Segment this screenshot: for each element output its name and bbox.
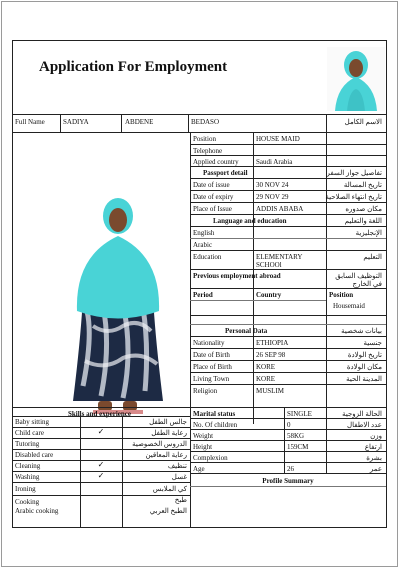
check-child-care: ✓ [97,427,105,436]
language-heading-ar: اللغة والتعليم [344,217,382,225]
full-name-row [13,114,386,133]
skill-cooking: Cooking [15,498,40,506]
personal-data-heading: Personal Data [225,327,268,335]
skill-ironing: Ironing [15,485,36,493]
skill-tutoring: Tutoring [15,440,40,448]
nationality-value: ETHIOPIA [256,339,289,347]
date-of-expiry-value: 29 NOV 29 [256,193,289,201]
date-of-issue-value: 30 NOV 24 [256,181,289,189]
previous-position-value: Housemaid [333,302,365,310]
date-of-expiry-ar: تاريخ انتهاء الصلاحية [325,193,382,201]
skill-washing-ar: غسل [171,473,187,481]
skill-disabled-care: Disabled care [15,451,54,459]
place-of-issue-value: ADDIS ABABA [256,205,304,213]
children-label: No. Of children [193,421,238,429]
profile-summary-heading: Profile Summary [262,477,314,485]
place-of-birth-value: KORE [256,363,276,371]
full-name-label: Full Name [15,118,45,126]
education-ar: التعليم [363,253,382,261]
place-of-issue-ar: مكان صدوره [345,205,382,213]
skill-baby-sitting-ar: جالس الطفل [149,418,187,426]
age-ar: عمر [369,465,382,473]
skill-child-care-ar: رعاية الطفل [151,429,187,437]
date-of-birth-value: 26 SEP 98 [256,351,286,359]
marital-status-value: SINGLE [287,410,312,418]
check-washing: ✓ [97,471,105,480]
age-value: 26 [287,465,294,473]
place-of-birth-label: Place of Birth [193,363,232,371]
skill-ironing-ar: كي الملابس [152,485,187,493]
date-of-issue-label: Date of issue [193,181,230,189]
weight-label: Weight [193,432,214,440]
skill-child-care: Child care [15,429,44,437]
applied-country-value: Saudi Arabia [256,158,293,166]
place-of-issue-label: Place of Issue [193,205,232,213]
skills-heading: Skills and experience [68,410,132,418]
english-label: English [193,229,215,237]
date-of-issue-ar: تاريخ المسالة [343,181,382,189]
first-name: SADIYA [63,118,89,126]
header-photo [327,47,385,111]
education-value: ELEMENTARY SCHOOl [256,253,303,269]
middle-name: ABDENE [125,118,154,126]
title-row [13,41,386,115]
last-name: BEDASO [191,118,220,126]
skill-disabled-care-ar: رعاية المعاقين [145,451,187,459]
position-label: Position [193,135,216,143]
weight-ar: وزن [370,432,382,440]
complexion-ar: بشرة [366,454,382,462]
telephone-label: Telephone [193,147,223,155]
skill-arabic-cooking: Arabic cooking [15,507,59,515]
living-town-label: Living Town [193,375,230,383]
passport-heading: Passport detail [203,169,248,177]
skill-cooking-ar: طبخ [174,496,187,504]
application-form [12,40,387,528]
marital-status-label: Marital status [193,410,236,418]
language-heading: Language and education [213,217,287,225]
applied-country-label: Applied country [193,158,239,166]
age-label: Age [193,465,205,473]
height-value: 159CM [287,443,309,451]
religion-value: MUSLIM [256,387,285,395]
children-value: 0 [287,421,291,429]
form-title: Application For Employment [39,59,228,75]
full-body-portrait [53,186,183,426]
country-header: Country [256,291,282,299]
arabic-label: Arabic [193,241,213,249]
nationality-ar: جنسية [363,339,382,347]
position-value: HOUSE MAID [256,135,300,143]
position-header: Position [329,291,354,299]
education-label: Education [193,253,222,261]
full-body-photo [53,186,183,426]
check-cleaning: ✓ [97,460,105,469]
period-header: Period [193,291,213,299]
height-label: Height [193,443,213,451]
skill-baby-sitting: Baby sitting [15,418,50,426]
date-of-birth-ar: تاريخ الولادة [347,351,382,359]
english-ar: الإنجليزية [355,229,382,237]
date-of-birth-label: Date of Birth [193,351,230,359]
previous-employment-heading: Previous employment abroad [193,272,281,280]
personal-data-heading-ar: بيانات شخصية [341,327,382,335]
full-name-label-ar: الاسم الكامل [344,118,382,126]
weight-value: 58KG [287,432,305,440]
skill-washing: Washing [15,473,40,481]
skill-cleaning: Cleaning [15,462,41,470]
height-ar: ارتفاع [364,443,382,451]
passport-heading-ar: تفاصيل جواز السفر [326,169,382,177]
place-of-birth-ar: مكان الولادة [346,363,382,371]
complexion-label: Complexion [193,454,228,462]
marital-status-ar: الحالة الزوجية [342,410,382,418]
skill-tutoring-ar: الدروس الخصوصية [132,440,187,448]
living-town-value: KORE [256,375,276,383]
header-portrait [327,47,385,111]
religion-label: Religion [193,387,218,395]
date-of-expiry-label: Date of expiry [193,193,234,201]
nationality-label: Nationality [193,339,225,347]
living-town-ar: المدينة الحية [346,375,382,383]
skill-arabic-cooking-ar: الطبخ العربي [149,507,187,515]
children-ar: عدد الاطفال [347,421,382,429]
previous-employment-heading-ar: التوظيف السابق في الخارج [335,272,382,288]
skill-cleaning-ar: تنظيف [167,462,187,470]
